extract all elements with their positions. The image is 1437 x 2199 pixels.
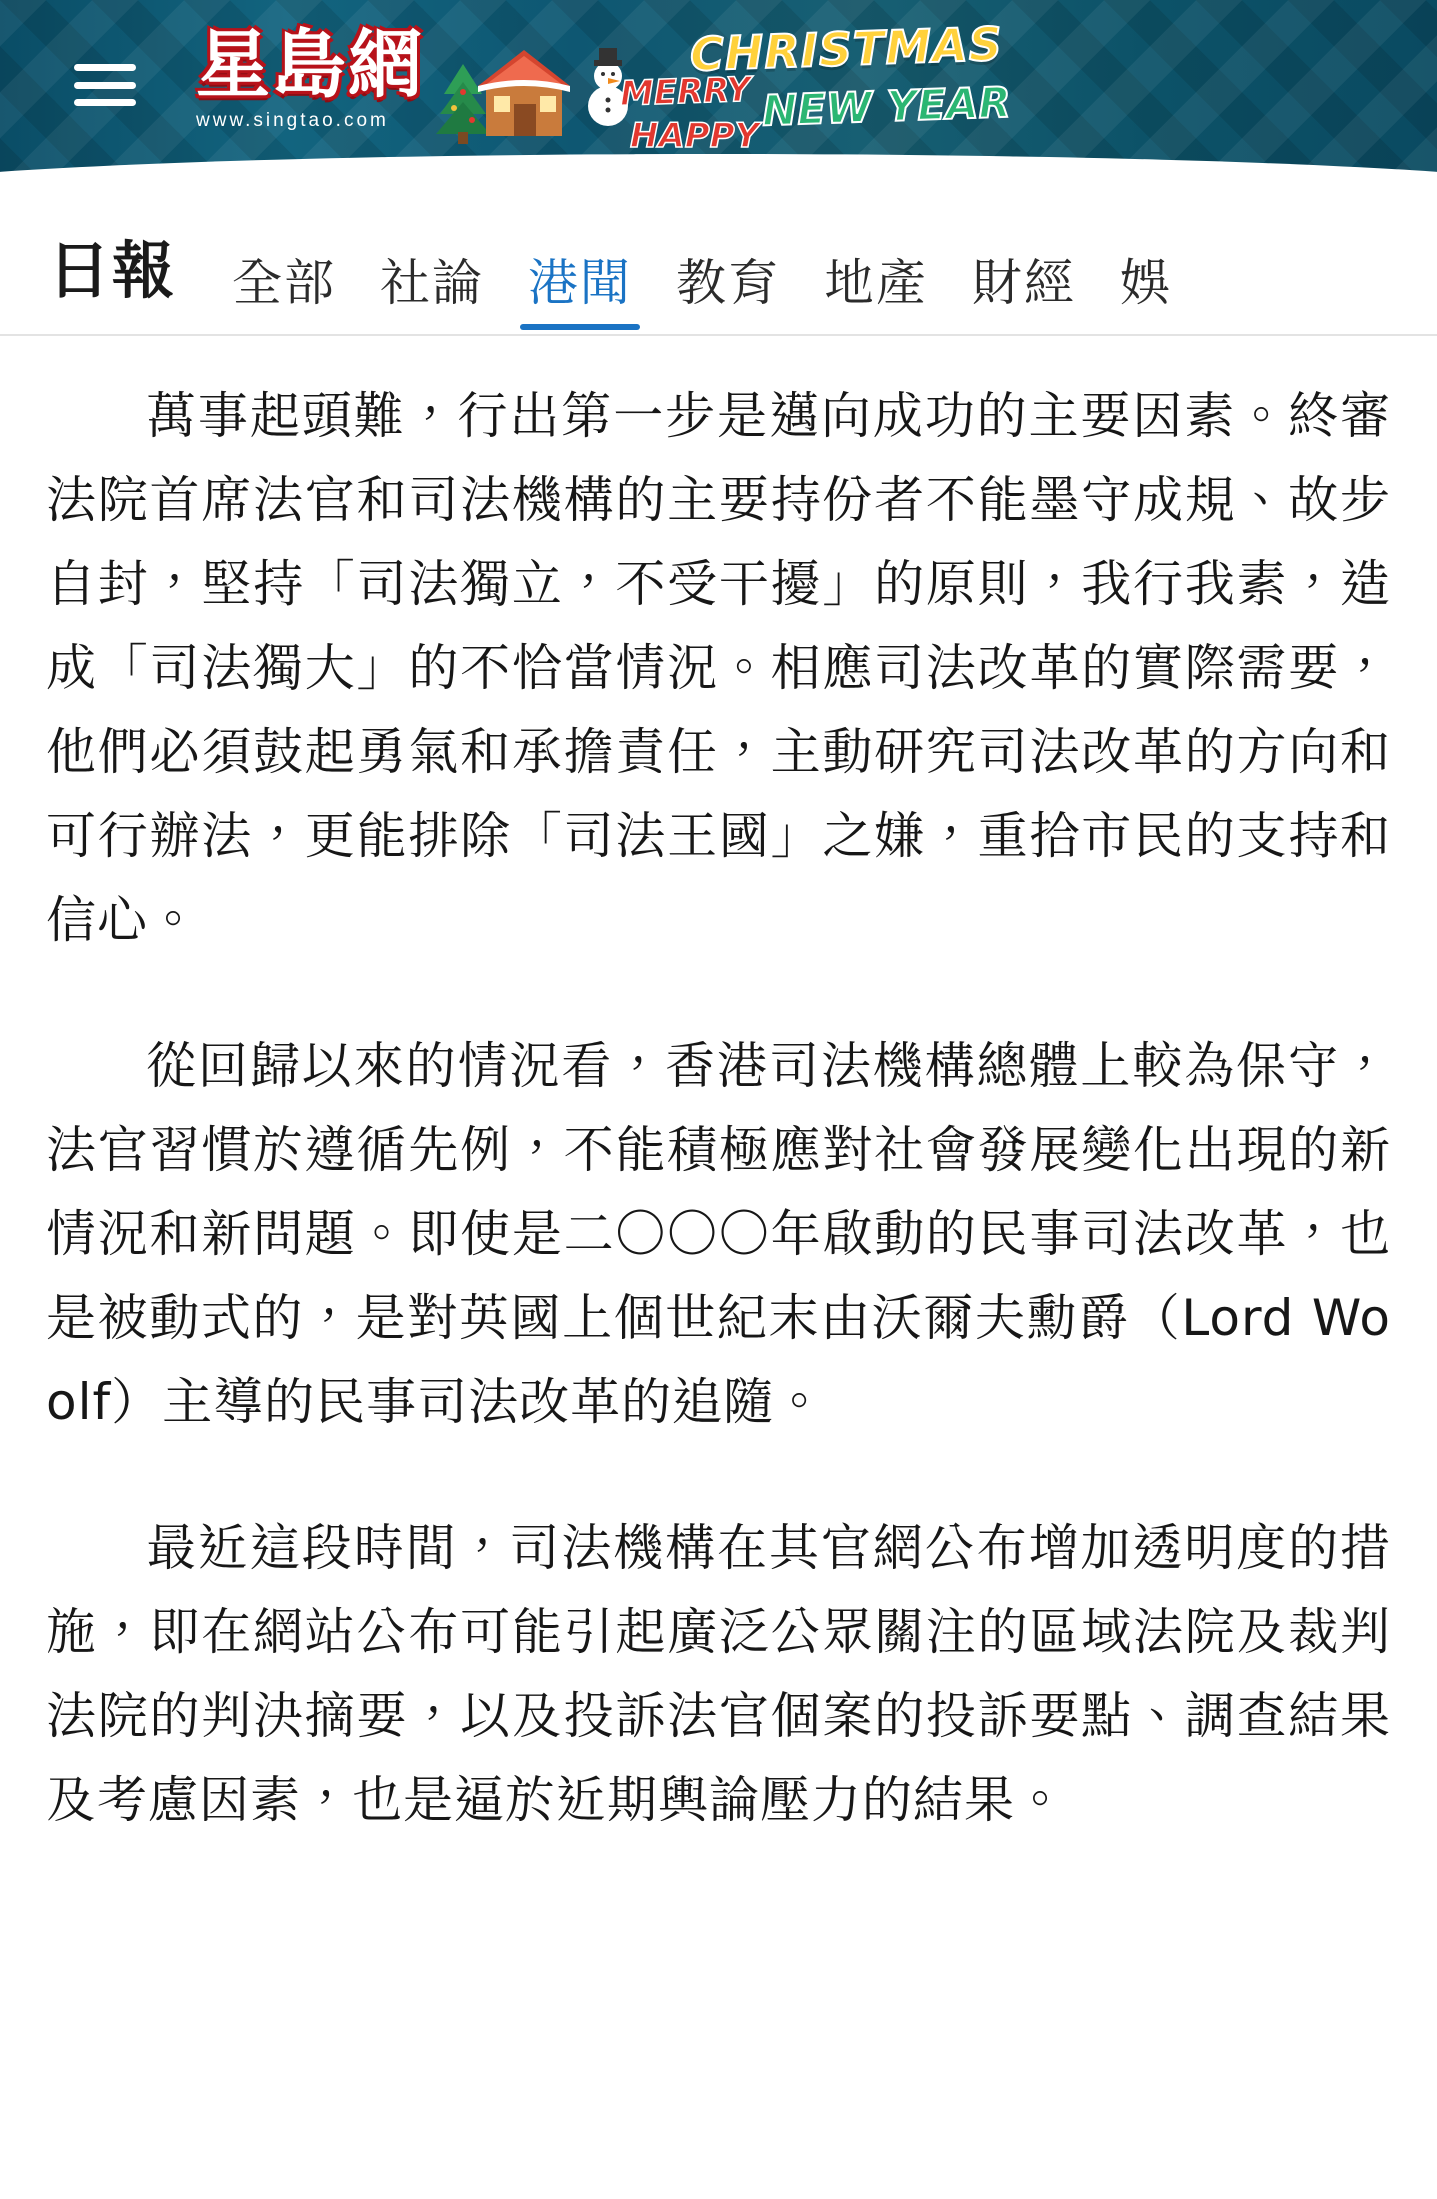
article-body <box>0 336 1437 1902</box>
menu-bar-2 <box>74 82 136 89</box>
holiday-christmas-text: CHRISTMAS <box>689 16 1004 82</box>
article-paragraph-1: 萬事起頭難，行出第一步是邁向成功的主要因素。終審法院首席法官和司法機構的主要持份者不能墨守成規、故步自封，堅持「司法獨立，不受干擾」的原則，我行我素，造成「司法獨大」的不恰當情況。相應司法改革的實際需要，他們必須鼓起勇氣和承擔責任，主動研究司法改革的方向和可行辦法，更能排除「司法王國」之嫌，重拾市民的支持和信心。 <box>46 387 1391 949</box>
nav-item-hongkong-news[interactable]: 港聞 <box>506 248 654 334</box>
menu-bar-3 <box>74 99 136 106</box>
site-logo[interactable] <box>196 22 466 152</box>
holiday-banner-art <box>600 16 1012 156</box>
menu-bar-1 <box>74 64 136 71</box>
nav-item-list <box>210 248 1389 334</box>
site-logo-url: www.singtao.com <box>196 110 389 131</box>
nav-item-all[interactable]: 全部 <box>232 254 337 312</box>
snow-drift-decoration <box>0 154 1437 186</box>
nav-item-entertainment[interactable]: 娛 <box>1120 254 1173 312</box>
article-paragraph-3: 最近這段時間，司法機構在其官網公布增加透明度的措施，即在網站公布可能引起廣泛公眾關注的區域法院及裁判法院的判決摘要，以及投訴法官個案的投訴要點、調查結果及考慮因素，也是逼於近期輿論壓力的結果。 <box>46 1519 1391 1829</box>
site-header <box>0 0 1437 186</box>
site-logo-text: 星島網 <box>196 22 424 108</box>
holiday-merry-text: MERRY <box>619 69 752 115</box>
nav-item-finance[interactable]: 財經 <box>972 254 1077 312</box>
holiday-happy-text: HAPPY <box>630 116 760 156</box>
holiday-newyear-text: NEW YEAR <box>761 77 1012 136</box>
article-paragraph-2: 從回歸以來的情況看，香港司法機構總體上較為保守，法官習慣於遵循先例，不能積極應對社會發展變化出現的新情況和新問題。即使是二〇〇〇年啟動的民事司法改革，也是被動式的，是對英國上個世紀末由沃爾夫勳爵（Lord Woolf）主導的民事司法改革的追隨。 <box>46 1037 1391 1431</box>
page-title: 日報 <box>48 234 177 307</box>
nav-item-property[interactable]: 地產 <box>824 254 929 312</box>
section-navbar <box>0 186 1437 336</box>
nav-item-editorial[interactable]: 社論 <box>380 254 485 312</box>
nav-item-education[interactable]: 教育 <box>676 254 781 312</box>
gingerbread-house-icon <box>472 46 576 142</box>
hamburger-menu-icon[interactable] <box>74 56 136 114</box>
